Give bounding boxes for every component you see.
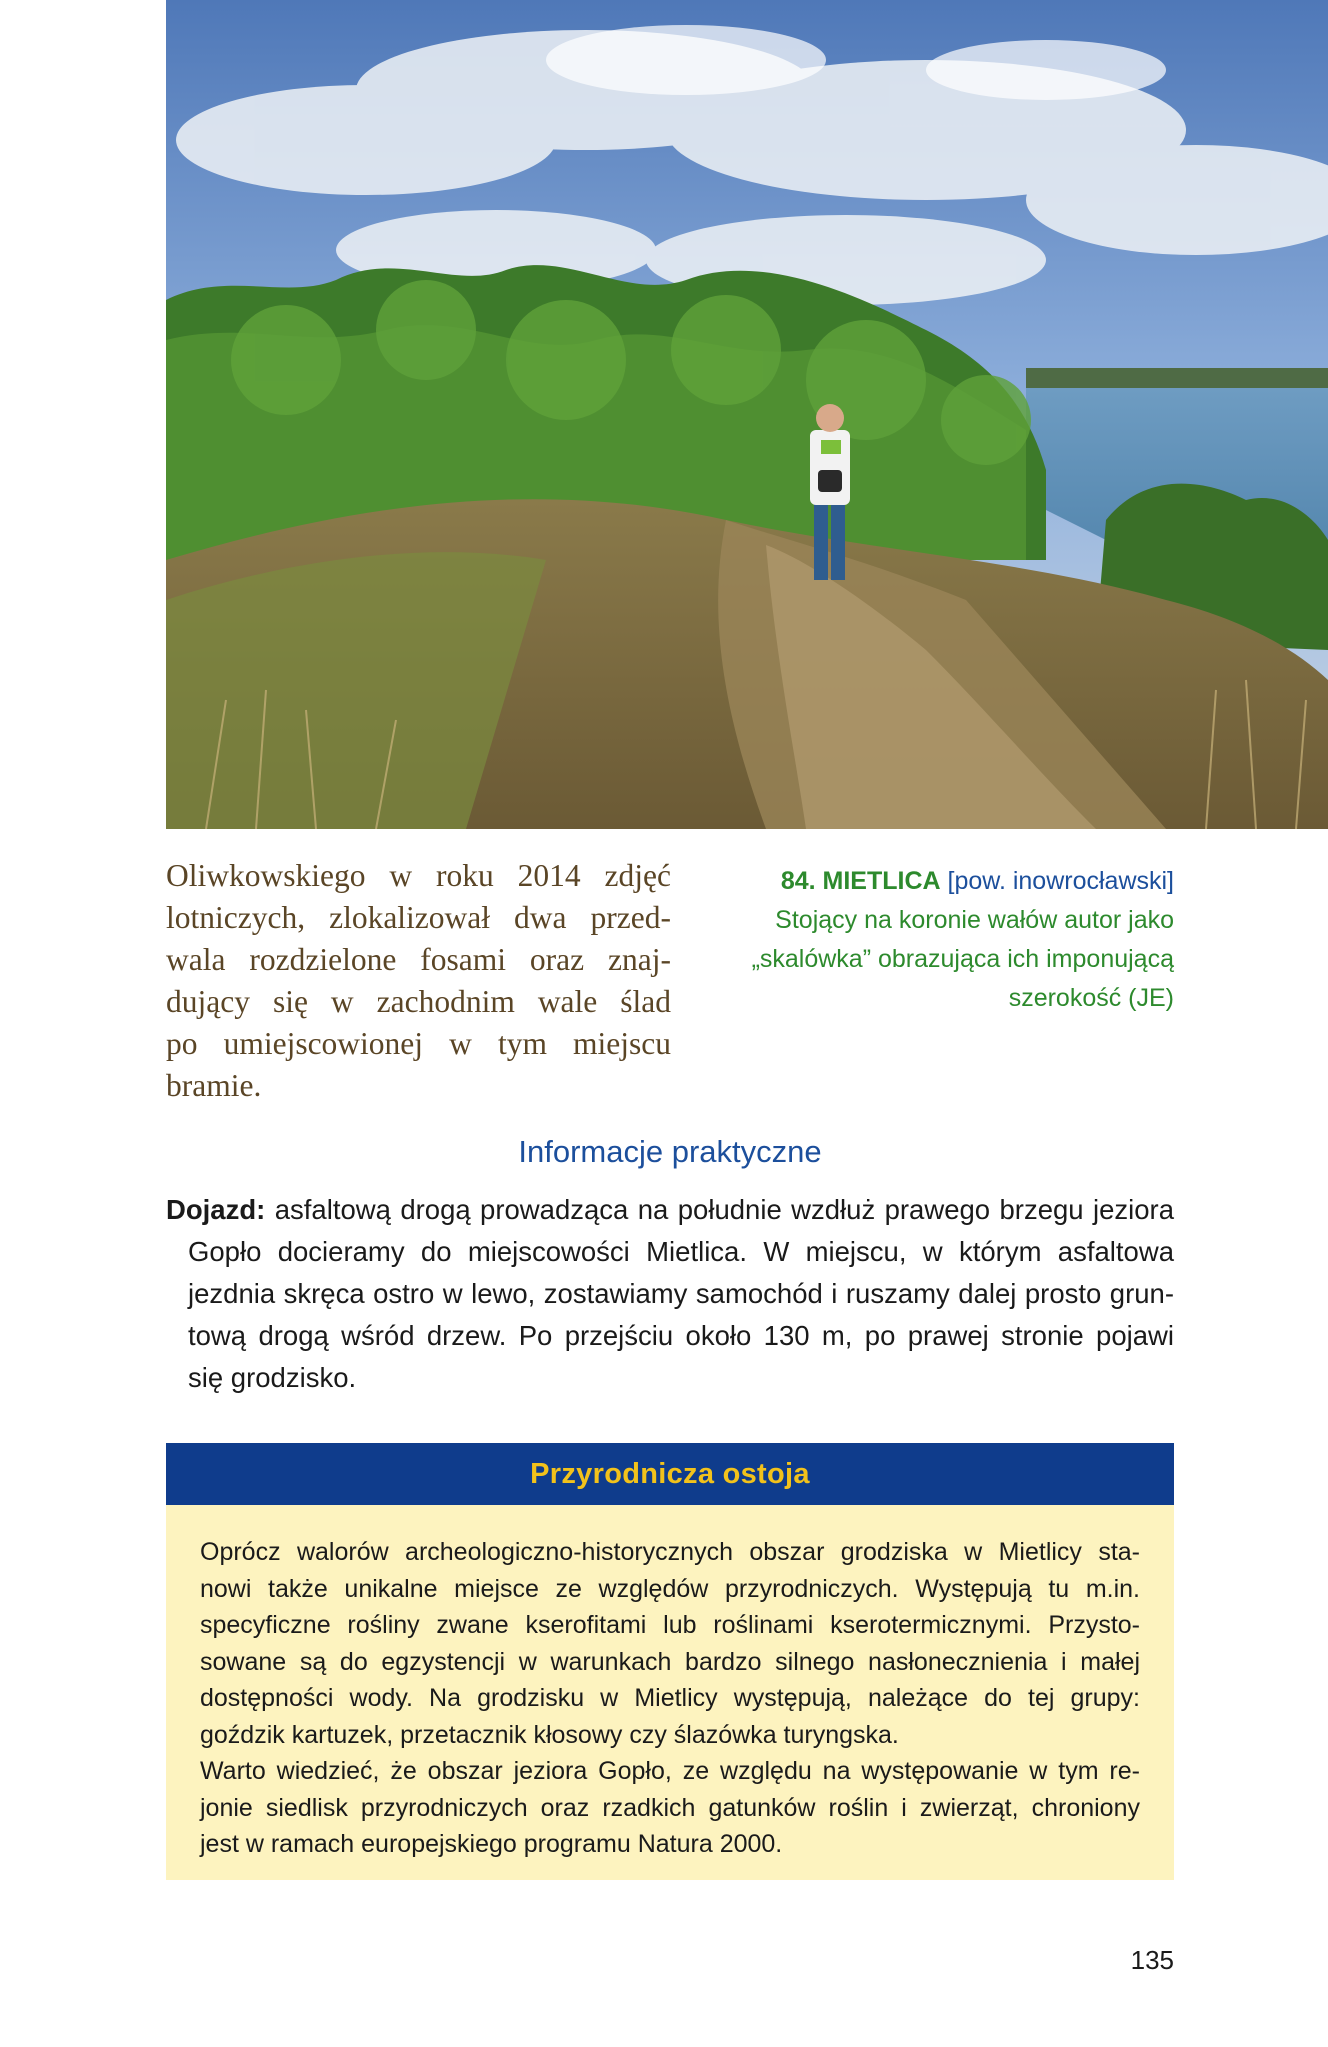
access-line: się grodzisko. bbox=[188, 1362, 357, 1393]
lead-line: bramie. bbox=[166, 1068, 262, 1103]
caption-line: szerokość (JE) bbox=[1008, 984, 1174, 1012]
info-heading: Informacje praktyczne bbox=[518, 1134, 822, 1169]
landscape-photo-icon bbox=[166, 0, 1328, 829]
landscape-photo bbox=[166, 0, 1328, 829]
nature-line: jest w ramach europejskiego programu Natura 2000. bbox=[200, 1830, 783, 1858]
lead-line: po umiejscowionej w tym miejscu bbox=[166, 1026, 671, 1061]
nature-line: nowi także unikalne miejsce ze względów przyrodniczych. Występują tu m.in. bbox=[200, 1574, 1140, 1603]
page-number: 135 bbox=[1130, 1945, 1174, 1975]
caption-county: [pow. inowrocławski] bbox=[947, 867, 1174, 895]
nature-line: Warto wiedzieć, że obszar jeziora Gopło, ze względu na występowanie w tym re- bbox=[200, 1757, 1140, 1785]
access-text: asfaltową drogą prowadząca na południe wzdłuż prawego brzegu jeziora bbox=[274, 1194, 1175, 1225]
caption-title-line bbox=[700, 862, 1174, 901]
lead-line: wala rozdzielone fosami oraz znaj- bbox=[166, 942, 671, 977]
nature-line: jonie siedlisk przyrodniczych oraz rzadkich gatunków roślin i zwierząt, chroniony bbox=[200, 1793, 1140, 1822]
access-line: Gopło docieramy do miejscowości Mietlica. W miejscu, w którym asfaltowa bbox=[188, 1236, 1174, 1267]
nature-line: Oprócz walorów archeologiczno-historycznych obszar grodziska w Mietlicy sta- bbox=[200, 1538, 1140, 1566]
access-label: Dojazd: bbox=[166, 1194, 266, 1225]
lead-paragraph bbox=[166, 855, 671, 1107]
access-first-line bbox=[166, 1189, 1174, 1231]
lead-line: dujący się w zachodnim wale ślad bbox=[166, 984, 671, 1019]
nature-box-body bbox=[166, 1505, 1174, 1880]
caption-line: Stojący na koronie wałów autor jako bbox=[775, 906, 1174, 934]
lead-line: lotniczych, zlokalizował dwa przed- bbox=[166, 900, 671, 935]
photo-caption bbox=[700, 862, 1174, 1018]
access-line: jezdnia skręca ostro w lewo, zostawiamy samochód i ruszamy dalej prosto grun- bbox=[188, 1278, 1174, 1309]
caption-line: „skalówka” obrazująca ich imponującą bbox=[751, 945, 1174, 973]
access-paragraph bbox=[166, 1189, 1174, 1399]
lead-line: Oliwkowskiego w roku 2014 zdjęć bbox=[166, 858, 671, 893]
nature-line: sowane są do egzystencji w warunkach bardzo silnego nasłonecznienia i małej bbox=[200, 1647, 1140, 1676]
nature-line: goździk kartuzek, przetacznik kłosowy czy ślazówka turyngska. bbox=[200, 1720, 899, 1749]
caption-number: 84. MIETLICA bbox=[780, 867, 941, 895]
nature-line: specyficzne rośliny zwane kserofitami lub roślinami kserotermicznymi. Przysto- bbox=[200, 1611, 1140, 1639]
nature-line: dostępności wody. Na grodzisku w Mietlicy występują, należące do tej grupy: bbox=[200, 1684, 1140, 1712]
nature-box-title: Przyrodnicza ostoja bbox=[166, 1443, 1174, 1505]
access-line: tową drogą wśród drzew. Po przejściu około 130 m, po prawej stronie pojawi bbox=[188, 1320, 1174, 1351]
